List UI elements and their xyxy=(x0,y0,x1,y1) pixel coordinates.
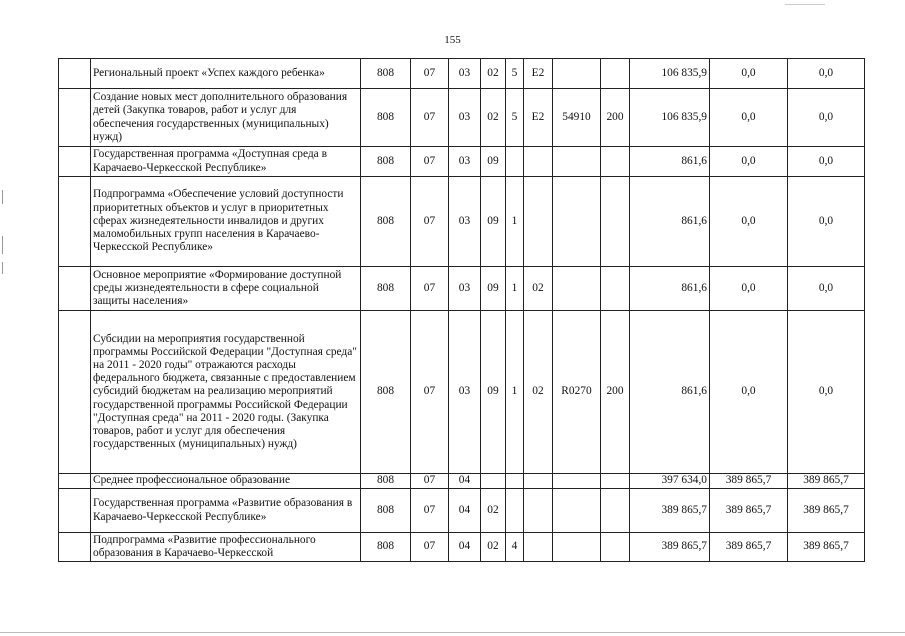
code-cell: 5 xyxy=(506,89,524,147)
code-cell xyxy=(481,474,506,489)
scan-tick xyxy=(2,236,3,254)
code-cell: 808 xyxy=(361,489,411,533)
code-cell: 03 xyxy=(449,89,481,147)
table-row xyxy=(59,89,865,147)
code-cell xyxy=(524,177,553,267)
blank-cell xyxy=(59,311,91,474)
code-cell: 200 xyxy=(601,89,630,147)
code-cell: 02 xyxy=(481,59,506,89)
code-cell: 03 xyxy=(449,311,481,474)
row-name: Основное мероприятие «Формирование доступной среды жизнедеятельности в сфере социальной защиты населения» xyxy=(91,267,361,311)
row-name: Среднее профессиональное образование xyxy=(91,474,361,489)
blank-cell xyxy=(59,59,91,89)
code-cell: 04 xyxy=(449,489,481,533)
code-cell xyxy=(506,489,524,533)
code-cell: 02 xyxy=(524,311,553,474)
amount-cell: 0,0 xyxy=(788,59,865,89)
code-cell xyxy=(553,147,601,177)
amount-cell: 0,0 xyxy=(710,89,788,147)
code-cell: 07 xyxy=(411,89,449,147)
table-row xyxy=(59,533,865,562)
table-row xyxy=(59,147,865,177)
row-name: Государственная программа «Развитие образования в Карачаево-Черкесской Республике» xyxy=(91,489,361,533)
amount-cell: 0,0 xyxy=(788,311,865,474)
page-edge-line xyxy=(0,632,905,633)
code-cell: 4 xyxy=(506,533,524,562)
blank-cell xyxy=(59,489,91,533)
amount-cell: 389 865,7 xyxy=(630,489,710,533)
amount-cell: 389 865,7 xyxy=(630,533,710,562)
code-cell: 09 xyxy=(481,147,506,177)
code-cell xyxy=(601,59,630,89)
code-cell: 808 xyxy=(361,177,411,267)
code-cell: 808 xyxy=(361,89,411,147)
code-cell xyxy=(524,489,553,533)
amount-cell: 389 865,7 xyxy=(788,489,865,533)
code-cell: 07 xyxy=(411,474,449,489)
code-cell: 03 xyxy=(449,267,481,311)
code-cell: 808 xyxy=(361,533,411,562)
table-row xyxy=(59,474,865,489)
amount-cell: 861,6 xyxy=(630,267,710,311)
table-row xyxy=(59,59,865,89)
amount-cell: 0,0 xyxy=(788,147,865,177)
code-cell: 54910 xyxy=(553,89,601,147)
code-cell xyxy=(524,474,553,489)
code-cell: 04 xyxy=(449,474,481,489)
code-cell: 02 xyxy=(481,489,506,533)
table-row xyxy=(59,177,865,267)
amount-cell: 861,6 xyxy=(630,147,710,177)
scan-mark xyxy=(785,4,825,5)
amount-cell: 106 835,9 xyxy=(630,89,710,147)
code-cell: 09 xyxy=(481,311,506,474)
code-cell: 1 xyxy=(506,311,524,474)
code-cell xyxy=(524,533,553,562)
code-cell: 07 xyxy=(411,59,449,89)
code-cell: 04 xyxy=(449,533,481,562)
code-cell: 200 xyxy=(601,311,630,474)
code-cell xyxy=(601,533,630,562)
code-cell: 02 xyxy=(524,267,553,311)
blank-cell xyxy=(59,474,91,489)
code-cell xyxy=(553,533,601,562)
code-cell: 07 xyxy=(411,147,449,177)
blank-cell xyxy=(59,267,91,311)
code-cell xyxy=(553,267,601,311)
code-cell xyxy=(506,474,524,489)
blank-cell xyxy=(59,147,91,177)
blank-cell xyxy=(59,177,91,267)
code-cell: 02 xyxy=(481,89,506,147)
code-cell xyxy=(553,489,601,533)
code-cell: 09 xyxy=(481,177,506,267)
code-cell xyxy=(553,177,601,267)
code-cell: 03 xyxy=(449,177,481,267)
table-row xyxy=(59,489,865,533)
amount-cell: 0,0 xyxy=(710,147,788,177)
code-cell: 808 xyxy=(361,311,411,474)
table-row xyxy=(59,267,865,311)
amount-cell: 0,0 xyxy=(710,267,788,311)
code-cell: 808 xyxy=(361,267,411,311)
code-cell xyxy=(524,147,553,177)
row-name: Создание новых мест дополнительного образования детей (Закупка товаров, работ и услуг для обеспечения государственных (муниципальных) нужд) xyxy=(91,89,361,147)
code-cell: 07 xyxy=(411,533,449,562)
code-cell: 07 xyxy=(411,311,449,474)
table-row xyxy=(59,311,865,474)
code-cell: 03 xyxy=(449,147,481,177)
row-name: Субсидии на мероприятия государственной программы Российской Федерации "Доступная среда" на 2011 - 2020 годы" отражаются расходы федерального бюджета, связанные с предоставлением субсидий бюджетам на реализацию мероприятий государственной программы Российской Федерации "Доступная среда" на 2011 - 2020 годы. (Закупка товаров, работ и услуг для обеспечения государственных (муниципальных) нужд) xyxy=(91,311,361,474)
code-cell: 808 xyxy=(361,147,411,177)
blank-cell xyxy=(59,533,91,562)
scan-tick xyxy=(2,190,3,204)
code-cell: E2 xyxy=(524,89,553,147)
amount-cell: 389 865,7 xyxy=(710,533,788,562)
row-name: Подпрограмма «Развитие профессионального образования в Карачаево-Черкесской xyxy=(91,533,361,562)
page-number: 155 xyxy=(444,34,461,46)
amount-cell: 861,6 xyxy=(630,177,710,267)
code-cell xyxy=(601,177,630,267)
code-cell: 07 xyxy=(411,177,449,267)
row-name: Государственная программа «Доступная среда в Карачаево-Черкесской Республике» xyxy=(91,147,361,177)
amount-cell: 389 865,7 xyxy=(710,474,788,489)
code-cell: 1 xyxy=(506,177,524,267)
code-cell: 02 xyxy=(481,533,506,562)
amount-cell: 389 865,7 xyxy=(788,533,865,562)
code-cell: 808 xyxy=(361,474,411,489)
amount-cell: 0,0 xyxy=(710,177,788,267)
code-cell xyxy=(553,59,601,89)
code-cell xyxy=(601,489,630,533)
code-cell: 07 xyxy=(411,489,449,533)
code-cell: 1 xyxy=(506,267,524,311)
amount-cell: 861,6 xyxy=(630,311,710,474)
code-cell: R0270 xyxy=(553,311,601,474)
code-cell xyxy=(553,474,601,489)
code-cell xyxy=(506,147,524,177)
amount-cell: 0,0 xyxy=(788,177,865,267)
code-cell: 808 xyxy=(361,59,411,89)
code-cell: 07 xyxy=(411,267,449,311)
amount-cell: 389 865,7 xyxy=(788,474,865,489)
row-name: Подпрограмма «Обеспечение условий доступности приоритетных объектов и услуг в приоритетных сферах жизнедеятельности инвалидов и других маломобильных групп населения в Карачаево-Черкесской Республике» xyxy=(91,177,361,267)
amount-cell: 0,0 xyxy=(710,311,788,474)
amount-cell: 397 634,0 xyxy=(630,474,710,489)
code-cell xyxy=(601,147,630,177)
amount-cell: 0,0 xyxy=(710,59,788,89)
code-cell xyxy=(601,474,630,489)
code-cell: 03 xyxy=(449,59,481,89)
code-cell: 09 xyxy=(481,267,506,311)
row-name: Региональный проект «Успех каждого ребенка» xyxy=(91,59,361,89)
blank-cell xyxy=(59,89,91,147)
scan-tick xyxy=(2,262,3,274)
amount-cell: 0,0 xyxy=(788,89,865,147)
amount-cell: 389 865,7 xyxy=(710,489,788,533)
code-cell: 5 xyxy=(506,59,524,89)
amount-cell: 106 835,9 xyxy=(630,59,710,89)
amount-cell: 0,0 xyxy=(788,267,865,311)
code-cell xyxy=(601,267,630,311)
budget-table xyxy=(58,58,865,562)
code-cell: E2 xyxy=(524,59,553,89)
